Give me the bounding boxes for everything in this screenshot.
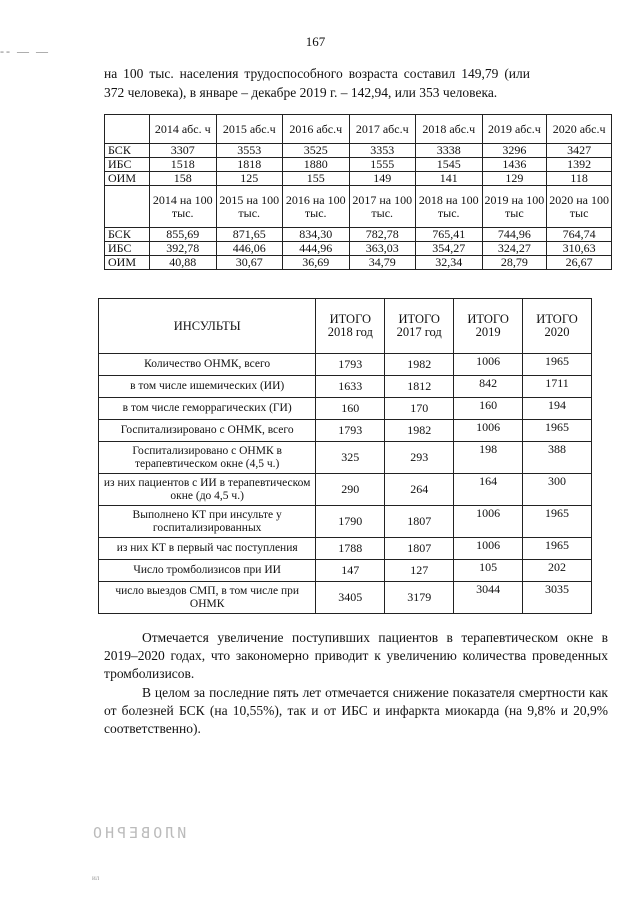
value-cell: 325 — [316, 442, 385, 474]
header-cell: 2015 на 100 тыс. — [216, 186, 283, 228]
value-cell: 1788 — [316, 538, 385, 560]
value-cell: 871,65 — [216, 228, 283, 242]
value-cell: 1006 — [454, 420, 523, 442]
header-cell: 2015 абс.ч — [216, 115, 283, 144]
value-cell: 170 — [385, 398, 454, 420]
value-cell: 290 — [316, 474, 385, 506]
value-cell: 1006 — [454, 506, 523, 538]
row-label: ИБС — [105, 242, 150, 256]
table-header-row — [99, 299, 592, 354]
row-label: Выполнено КТ при инсульте у госпитализированных — [99, 506, 316, 538]
row-label: Количество ОНМК, всего — [99, 354, 316, 376]
value-cell: 147 — [316, 560, 385, 582]
header-cell — [105, 186, 150, 228]
paragraph-therapeutic-window: Отмечается увеличение поступивших пациентов в терапевтическом окне в 2019–2020 годах, что закономерно приводит к увеличению количества проведенных тромболизисов. — [104, 630, 608, 681]
value-cell: 141 — [416, 172, 483, 186]
row-label: из них пациентов с ИИ в терапевтическом окне (до 4,5 ч.) — [99, 474, 316, 506]
value-cell: 1818 — [216, 158, 283, 172]
row-label: ОИМ — [105, 256, 150, 270]
value-cell: 1793 — [316, 354, 385, 376]
row-label: ОИМ — [105, 172, 150, 186]
value-cell: 744,96 — [482, 228, 547, 242]
value-cell: 3307 — [150, 144, 217, 158]
value-cell: 1392 — [547, 158, 612, 172]
value-cell: 855,69 — [150, 228, 217, 242]
value-cell: 26,67 — [547, 256, 612, 270]
margin-dash-mark: -- — — — [0, 44, 50, 58]
value-cell: 1982 — [385, 420, 454, 442]
value-cell: 1006 — [454, 538, 523, 560]
value-cell: 1965 — [523, 506, 592, 538]
value-cell: 782,78 — [349, 228, 416, 242]
value-cell: 446,06 — [216, 242, 283, 256]
value-cell: 1812 — [385, 376, 454, 398]
value-cell: 32,34 — [416, 256, 483, 270]
value-cell: 40,88 — [150, 256, 217, 270]
table-row — [99, 442, 592, 474]
value-cell: 1006 — [454, 354, 523, 376]
table-row — [99, 538, 592, 560]
value-cell: 354,27 — [416, 242, 483, 256]
paragraph-mortality-decline: В целом за последние пять лет отмечается снижение показателя смертности как от болезней БСК (на 10,55%), так и от ИБС и инфаркта миокарда (на 9,8% и 20,9% соответственно). — [104, 685, 608, 736]
row-label: Число тромболизисов при ИИ — [99, 560, 316, 582]
row-label: число выездов СМП, в том числе при ОНМК — [99, 582, 316, 614]
value-cell: 3353 — [349, 144, 416, 158]
value-cell: 3405 — [316, 582, 385, 614]
value-cell: 202 — [523, 560, 592, 582]
table-row — [99, 474, 592, 506]
value-cell: 3035 — [523, 582, 592, 614]
header-cell: 2016 абс.ч — [283, 115, 350, 144]
table-row — [105, 228, 612, 242]
table-row — [99, 560, 592, 582]
value-cell: 764,74 — [547, 228, 612, 242]
value-cell: 164 — [454, 474, 523, 506]
value-cell: 834,30 — [283, 228, 350, 242]
table-row — [99, 506, 592, 538]
faded-stamp-mark: ИЛОВЕРНО — [90, 824, 187, 842]
header-cell: 2016 на 100 тыс. — [283, 186, 350, 228]
value-cell: 1965 — [523, 420, 592, 442]
value-cell: 118 — [547, 172, 612, 186]
value-cell: 3179 — [385, 582, 454, 614]
value-cell: 3338 — [416, 144, 483, 158]
table-header-row — [105, 186, 612, 228]
value-cell: 194 — [523, 398, 592, 420]
value-cell: 1807 — [385, 538, 454, 560]
small-margin-mark: ил — [92, 874, 100, 882]
header-cell: 2017 на 100 тыс. — [349, 186, 416, 228]
value-cell: 3044 — [454, 582, 523, 614]
table-row — [99, 420, 592, 442]
header-cell: 2019 на 100 тыс — [482, 186, 547, 228]
header-cell: ИТОГО 2018 год — [316, 299, 385, 354]
value-cell: 444,96 — [283, 242, 350, 256]
value-cell: 36,69 — [283, 256, 350, 270]
row-label: в том числе геморрагических (ГИ) — [99, 398, 316, 420]
table-row — [105, 158, 612, 172]
value-cell: 842 — [454, 376, 523, 398]
value-cell: 300 — [523, 474, 592, 506]
row-label: БСК — [105, 228, 150, 242]
mortality-table — [104, 114, 612, 270]
value-cell: 363,03 — [349, 242, 416, 256]
header-cell: 2019 абс.ч — [482, 115, 547, 144]
value-cell: 1790 — [316, 506, 385, 538]
table-row — [105, 144, 612, 158]
header-cell: 2018 на 100 тыс. — [416, 186, 483, 228]
table-row — [105, 256, 612, 270]
value-cell: 3525 — [283, 144, 350, 158]
value-cell: 1982 — [385, 354, 454, 376]
table-row — [105, 172, 612, 186]
value-cell: 3427 — [547, 144, 612, 158]
value-cell: 160 — [454, 398, 523, 420]
row-label: БСК — [105, 144, 150, 158]
stroke-table — [98, 298, 592, 614]
value-cell: 1965 — [523, 354, 592, 376]
header-cell: 2014 на 100 тыс. — [150, 186, 217, 228]
value-cell: 264 — [385, 474, 454, 506]
table-row — [99, 582, 592, 614]
row-label: в том числе ишемических (ИИ) — [99, 376, 316, 398]
value-cell: 1711 — [523, 376, 592, 398]
value-cell: 324,27 — [482, 242, 547, 256]
header-cell: ИТОГО 2020 — [523, 299, 592, 354]
value-cell: 105 — [454, 560, 523, 582]
value-cell: 127 — [385, 560, 454, 582]
header-cell: 2017 абс.ч — [349, 115, 416, 144]
row-label: Госпитализировано с ОНМК, всего — [99, 420, 316, 442]
value-cell: 1965 — [523, 538, 592, 560]
value-cell: 310,63 — [547, 242, 612, 256]
value-cell: 1633 — [316, 376, 385, 398]
intro-paragraph: на 100 тыс. населения трудоспособного возраста составил 149,79 (или 372 человека), в январе – декабре 2019 г. – 142,94, или 353 человека. — [104, 66, 530, 100]
value-cell: 198 — [454, 442, 523, 474]
header-cell: 2018 абс.ч — [416, 115, 483, 144]
header-cell: ИТОГО 2019 — [454, 299, 523, 354]
row-label: Госпитализировано с ОНМК в терапевтическом окне (4,5 ч.) — [99, 442, 316, 474]
header-cell: ИТОГО 2017 год — [385, 299, 454, 354]
row-label: из них КТ в первый час поступления — [99, 538, 316, 560]
table-row — [105, 242, 612, 256]
value-cell: 34,79 — [349, 256, 416, 270]
table-row — [99, 354, 592, 376]
value-cell: 3553 — [216, 144, 283, 158]
header-cell: 2020 на 100 тыс — [547, 186, 612, 228]
value-cell: 1555 — [349, 158, 416, 172]
header-cell: 2020 абс.ч — [547, 115, 612, 144]
value-cell: 1807 — [385, 506, 454, 538]
table-header-row — [105, 115, 612, 144]
header-cell: ИНСУЛЬТЫ — [99, 299, 316, 354]
value-cell: 129 — [482, 172, 547, 186]
value-cell: 392,78 — [150, 242, 217, 256]
value-cell: 155 — [283, 172, 350, 186]
value-cell: 1518 — [150, 158, 217, 172]
value-cell: 125 — [216, 172, 283, 186]
value-cell: 1436 — [482, 158, 547, 172]
header-cell: 2014 абс. ч — [150, 115, 217, 144]
value-cell: 293 — [385, 442, 454, 474]
value-cell: 28,79 — [482, 256, 547, 270]
value-cell: 30,67 — [216, 256, 283, 270]
value-cell: 160 — [316, 398, 385, 420]
value-cell: 388 — [523, 442, 592, 474]
value-cell: 3296 — [482, 144, 547, 158]
row-label: ИБС — [105, 158, 150, 172]
value-cell: 149 — [349, 172, 416, 186]
value-cell: 1880 — [283, 158, 350, 172]
value-cell: 765,41 — [416, 228, 483, 242]
value-cell: 158 — [150, 172, 217, 186]
value-cell: 1793 — [316, 420, 385, 442]
header-cell — [105, 115, 150, 144]
value-cell: 1545 — [416, 158, 483, 172]
page-number: 167 — [305, 34, 326, 49]
table-row — [99, 376, 592, 398]
table-row — [99, 398, 592, 420]
